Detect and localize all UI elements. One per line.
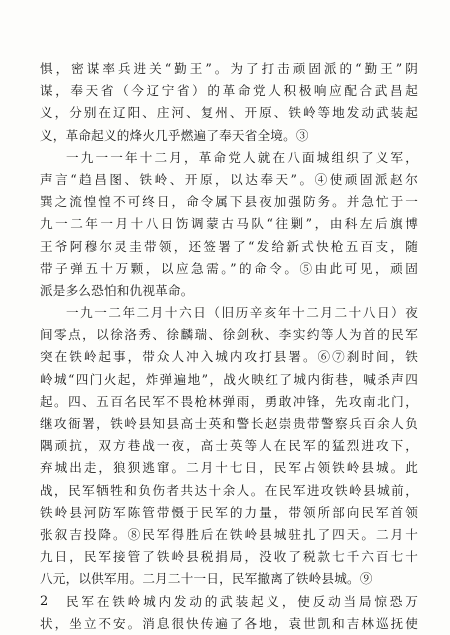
text-line: 一九一一年十二月，革命党人就在八面城组织了义军， [66, 149, 418, 165]
text-line: 九一二年一月十八日饬调蒙古马队“往剿”，由科左后旗博 [40, 216, 418, 232]
text-line: 突在铁岭起事，带众人冲入城内攻打县署。⑥⑦刹时间，铁 [40, 349, 418, 365]
text-line: 岭城“四门火起，炸弹遍地”，战火映红了城内街巷，喊杀声四 [40, 371, 418, 387]
text-line: 巽之流惶惶不可终日，命令属下县夜加强防务。并急忙于一 [40, 194, 418, 210]
text-line: 战，民军牺牲和负伤者共达十余人。在民军进攻铁岭县城前， [40, 482, 418, 498]
text-line: 继攻衙署，铁岭县知县高士英和警长赵崇贵带警察兵百余人负 [40, 416, 418, 431]
text-line: 声言“趋昌图、铁岭、开原，以达奉天”。④使顽固派赵尔 [40, 171, 418, 187]
text-line: 起。四、五百名民军不畏枪林弹雨，勇敢冲锋，先攻南北门， [40, 393, 418, 409]
text-line: 派是多么恐怕和仇视革命。 [40, 282, 194, 298]
text-line: 带子弹五十万颗，以应急需。”的命令。⑤由此可见，顽固 [40, 260, 418, 276]
text-line: 弃城出走，狼狈逃窜。二月十七日，民军占领铁岭县城。此 [40, 460, 418, 476]
text-line: 隅顽抗，双方巷战一夜，高士英等人在民军的猛烈进攻下， [40, 438, 418, 454]
text-line: 铁岭县河防军陈管带慑于民军的力量，带领所部向民军首领 [40, 504, 418, 520]
text-line: 九日，民军接管了铁岭县税捐局，没收了税款七千六百七十 [40, 549, 418, 565]
text-line: 张叙吉投降。⑧民军得胜后在铁岭县城驻扎了四天。二月十 [40, 526, 418, 542]
text-line: 间零点，以徐洛秀、徐麟瑞、徐剑秋、李实约等人为首的民军 [40, 327, 418, 343]
text-line: 义，革命起义的烽火几乎燃遍了奉天省全境。③ [40, 127, 309, 143]
text-line: 状，坐立不安。消息很快传遍了各地，袁世凯和吉林巡抚使 [40, 615, 418, 631]
page-number: 2 [40, 594, 49, 609]
body-text [40, 58, 418, 635]
text-line: 王爷阿穆尔灵圭带领，还签署了“发给新式快枪五百支，随 [40, 238, 418, 254]
text-line: 一九一二年二月十六日（旧历辛亥年十二月二十八日）夜 [66, 305, 418, 321]
text-line: 谋，奉天省（今辽宁省）的革命党人积极响应配合武昌起 [40, 83, 418, 99]
text-line: 八元，以供军用。二月二十一日，民军撤离了铁岭县城。⑨ [40, 571, 373, 587]
text-line: 惧，密谋率兵进关“勤王”。为了打击顽固派的“勤王”阴 [40, 61, 418, 76]
text-line: 义，分别在辽阳、庄河、复州、开原、铁岭等地发动武装起 [40, 105, 418, 121]
text-line: 民军在铁岭城内发动的武装起义，使反动当局惊恐万 [66, 593, 418, 609]
